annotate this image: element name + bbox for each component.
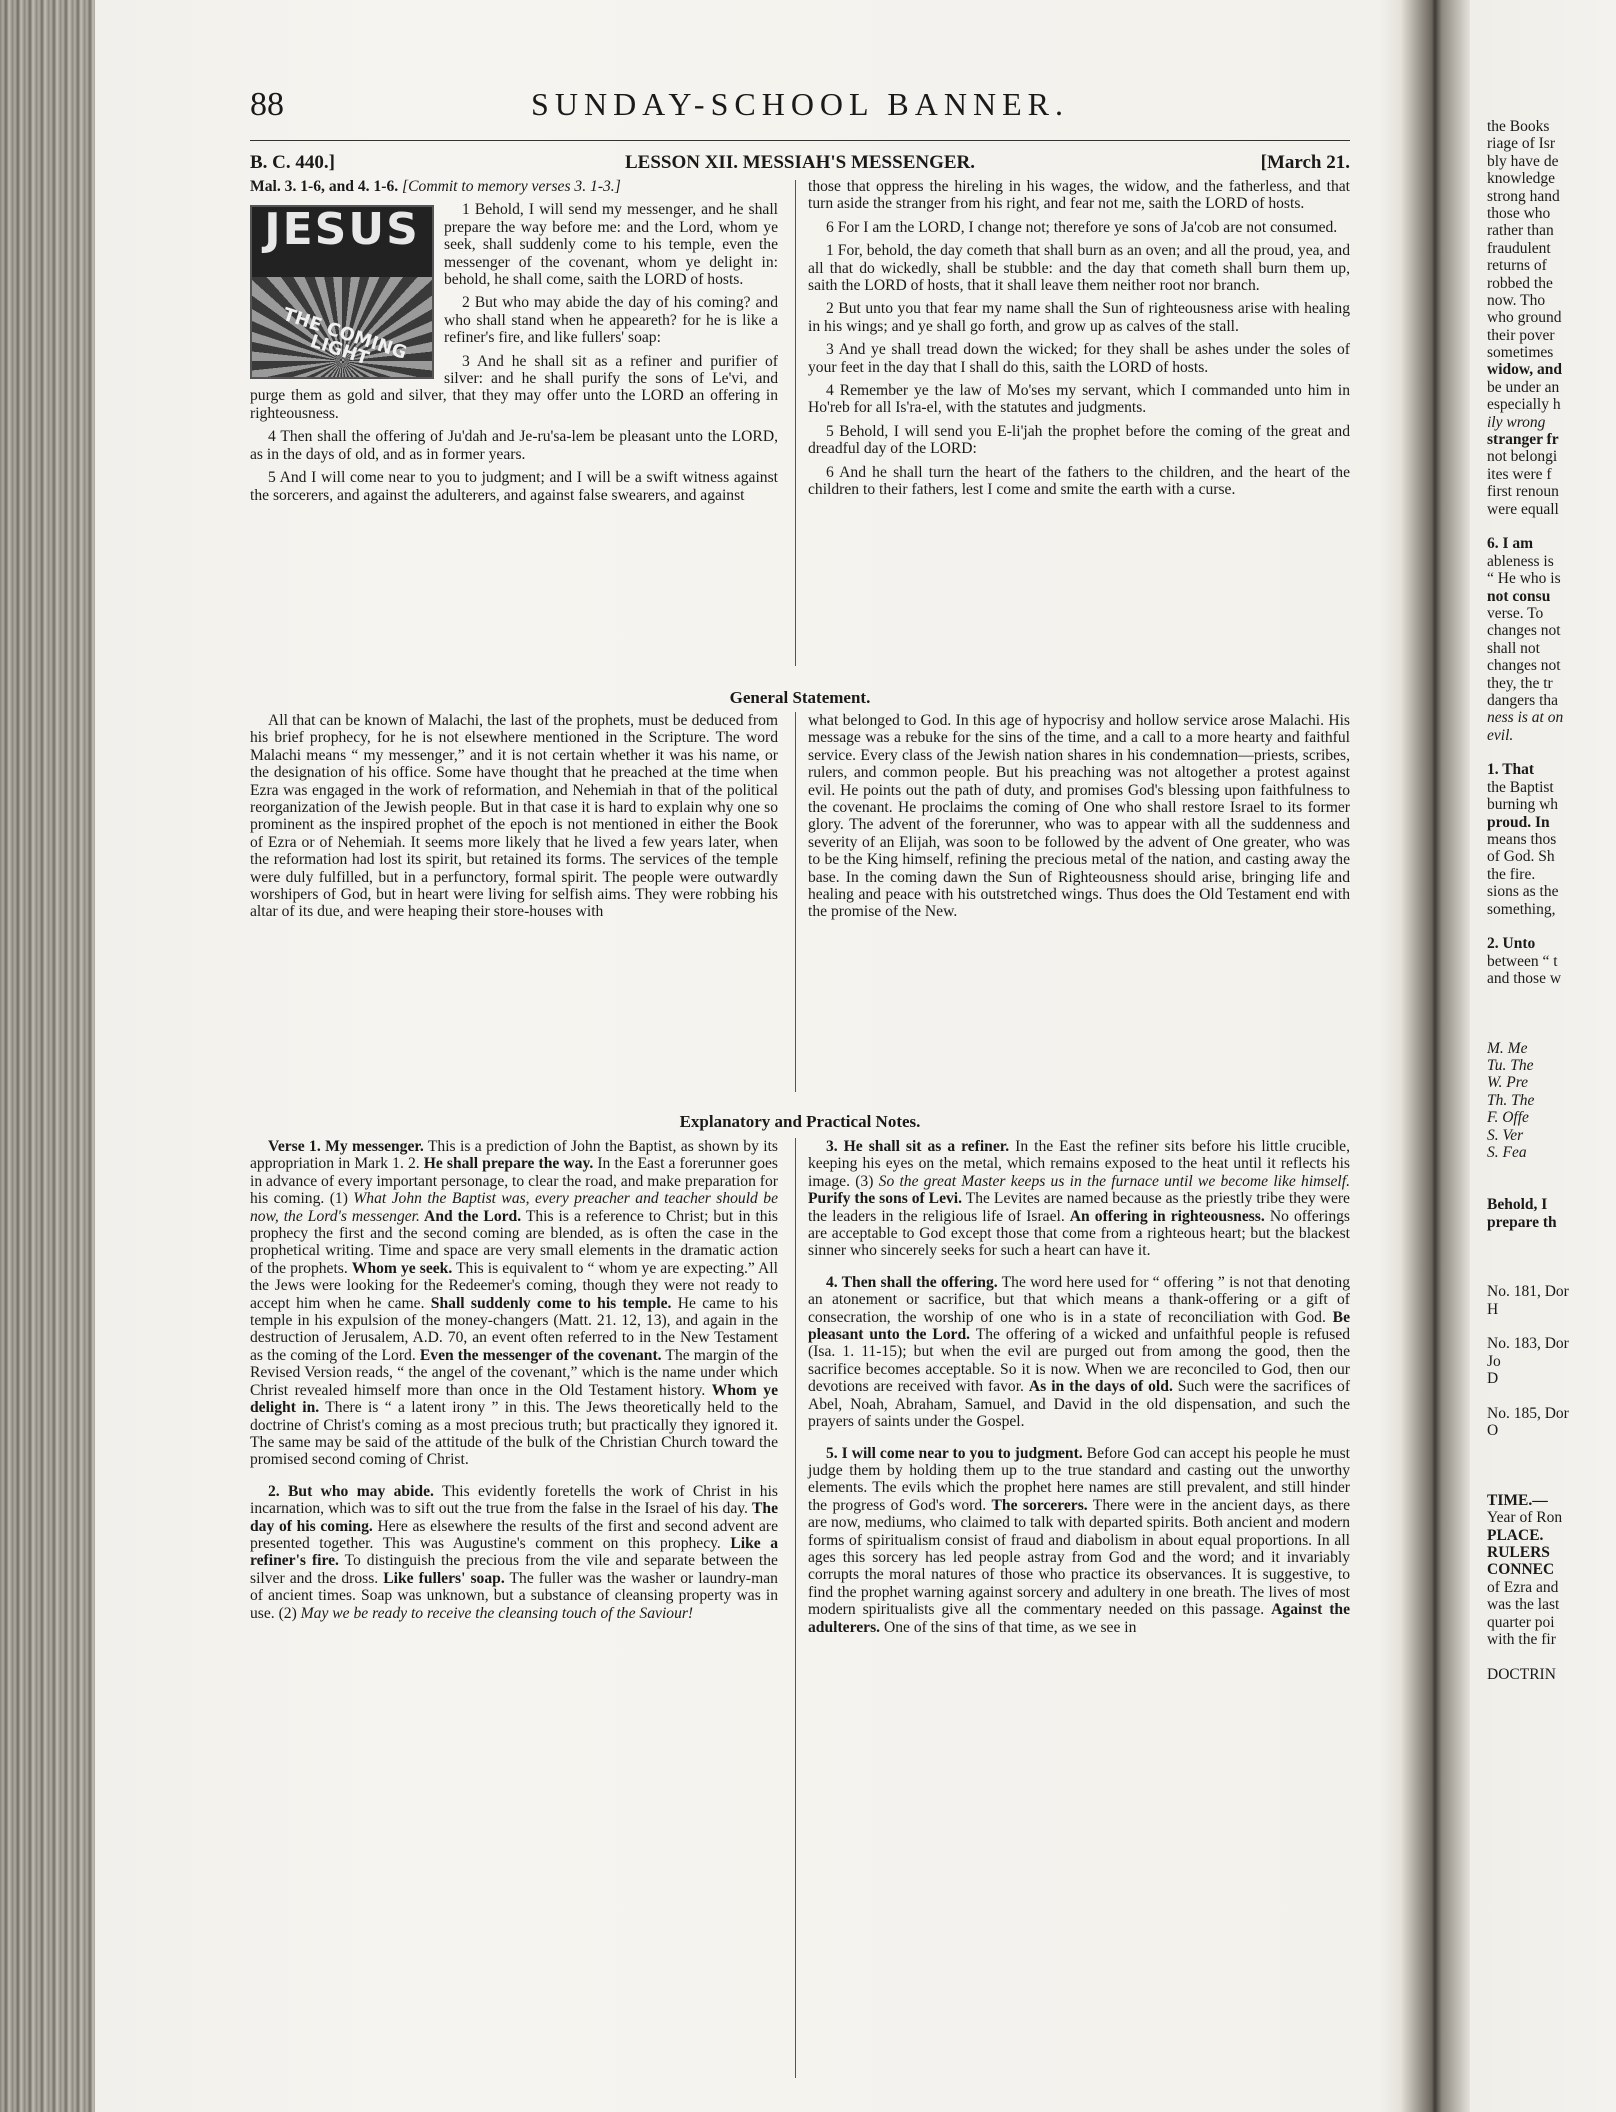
facing-line <box>1487 1440 1616 1457</box>
facing-line: F. Offe <box>1487 1109 1529 1127</box>
facing-line: 1. That <box>1487 761 1535 779</box>
note-text: This is equivalent to “ whom ye are expecting.” All the Jews were looking for the Redeemer's coming, though they were not ready to accept him when he came. <box>250 1259 778 1312</box>
note-term: Verse 1. My messenger. <box>268 1138 424 1155</box>
facing-line: evil. <box>1487 726 1514 744</box>
notes-heading: Explanatory and Practical Notes. <box>679 1112 921 1131</box>
note-term: 5. I will come near to you to judgment. <box>826 1444 1083 1462</box>
verse: 1 Behold, I will send my messenger, and he shall prepare the way before me: and the Lord, whom ye seek, shall suddenly come to his temple, even the messenger of the covenant, whom ye delight in: behold, he shall come, saith the LORD of hosts. <box>444 201 778 289</box>
facing-line: was the last <box>1487 1596 1560 1614</box>
general-statement-text-left: All that can be known of Malachi, the last of the prophets, must be deduced from his brief prophecy, for he is not elsewhere mentioned in the Scripture. The word Malachi means “ my messenger,” and it is not certain whether it was his name, or the designation of his office. Some have thought that he preached at the time when Ezra was engaged in the work of reformation, and Nehemiah in that of the political reorganization of the Jewish people. But in that case it is hard to explain why one so prominent as the inspired prophet of the epoch is not mentioned in either the Book of Ezra or of Nehemiah. It seems more likely that he lived a few years later, when the reformation had lost its spirit, but retained its forms. The services of the temple were duly fulfilled, but in a perfunctory, formal spirit. The people were outwardly worshipers of God, but in heart were living for selfish aims. They were robbing his altar of its due, and were heaping their store-houses with <box>250 712 778 921</box>
facing-line: were equall <box>1487 500 1559 518</box>
facing-line: DOCTRIN <box>1487 1665 1556 1683</box>
facing-line <box>1487 1248 1616 1265</box>
general-statement-left <box>250 712 778 927</box>
verse: 2 But unto you that fear my name shall the Sun of righteousness arise with healing in his wings; and ye shall go forth, and grow up as calves of the stall. <box>808 300 1350 335</box>
facing-line: stranger fr <box>1487 431 1559 449</box>
facing-line: W. Pre <box>1487 1074 1529 1092</box>
facing-line: of Ezra and <box>1487 1578 1559 1596</box>
note-term: As in the days of old. <box>1028 1378 1173 1396</box>
facing-line: not consu <box>1487 587 1551 605</box>
facing-line <box>1487 1005 1616 1022</box>
note-verse-4 <box>808 1274 1350 1431</box>
facing-line <box>1487 1388 1616 1405</box>
facing-line <box>1487 918 1616 935</box>
facing-line: quarter poi <box>1487 1613 1555 1631</box>
facing-line: Jo <box>1487 1352 1501 1370</box>
facing-line: “ He who is <box>1487 570 1561 588</box>
lesson-date: [March 21. <box>1260 152 1350 173</box>
facing-line: between “ t <box>1487 952 1558 970</box>
column-divider <box>795 180 796 666</box>
facing-line: S. Fea <box>1487 1144 1527 1162</box>
note-text: Here as elsewhere the results of the first and second advent are presented together. This was Augustine's comment on this prophecy. <box>250 1517 778 1552</box>
facing-line: robbed the <box>1487 274 1553 292</box>
facing-line <box>1487 988 1616 1005</box>
note-term: The sorcerers. <box>991 1496 1088 1514</box>
facing-line: who ground <box>1487 309 1562 327</box>
memory-verses: [Commit to memory verses 3. 1-3.] <box>402 178 621 195</box>
note-text: The word here used for “ offering ” is not that denoting an atonement or sacrifice, but that which means a thank-offering or a gift of consecration, the worship of one who is in a state of reconciliation with God. <box>808 1273 1351 1326</box>
note-lesson: So the great Master keeps us in the furnace until we become like himself. <box>878 1172 1350 1190</box>
verse: 3 And ye shall tread down the wicked; for they shall be ashes under the soles of your feet in the day that I shall do this, saith the LORD of hosts. <box>808 341 1350 376</box>
facing-line <box>1487 1648 1616 1665</box>
facing-line <box>1487 1457 1616 1474</box>
note-text: There is “ a latent irony ” in this. The Jews theoretically held to the doctrine of Christ's coming as a most precious truth; but practically they ignored it. The same may be said of the attitude of the bulk of the Christian Church toward the promised second coming of Christ. <box>250 1399 778 1469</box>
note-text: One of the sins of that time, as we see in <box>880 1618 1137 1636</box>
facing-line <box>1487 1266 1616 1283</box>
note-term: And the Lord. <box>419 1207 522 1225</box>
note-text: To distinguish the precious from the vile and separate between the silver and the dross. <box>250 1552 778 1587</box>
jesus-coming-light-image <box>250 205 434 379</box>
image-word-jesus: JESUS <box>264 205 420 256</box>
verse: 4 Remember ye the law of Mo'ses my servant, which I commanded unto him in Ho'reb for all Is'ra-el, with the statutes and judgments. <box>808 382 1350 417</box>
facing-line: 2. Unto <box>1487 935 1536 953</box>
facing-line: their pover <box>1487 326 1555 344</box>
book-spine <box>0 0 95 2112</box>
facing-line: sometimes <box>1487 344 1554 362</box>
header-rule <box>250 140 1350 141</box>
general-statement-text-right: what belonged to God. In this age of hypocrisy and hollow service arose Malachi. His message was a rebuke for the sins of the time, and a call to a more hearty and faithful service. Every class of the Jewish nation shares in his condemnation—priests, scribes, rulers, and common people. But his preaching was not altogether a protest against evil. He points out the path of duty, and promises God's blessing upon faithfulness to the covenant. He proclaims the coming of One who shall restore Israel to its former glory. The advent of the forerunner, who was to appear with all the suddenness and severity of an Elijah, was soon to be followed by the advent of One greater, who was to be the King himself, refining the precious metal of the nation, and casting away the base. In the coming dawn the Sun of Righteousness should arise, bringing life and healing and peace with his outstretched wings. Thus does the Old Testament end with the promise of the New. <box>808 712 1350 921</box>
facing-line: RULERS <box>1487 1544 1550 1562</box>
note-text: This evidently foretells the work of Christ in his incarnation, which was to sift out the true from the false in the Israel of his day. <box>250 1482 778 1518</box>
facing-line: No. 181, Dor <box>1487 1283 1569 1301</box>
facing-line: TIME.— <box>1487 1491 1548 1509</box>
facing-line: Th. The <box>1487 1091 1535 1109</box>
note-term: 4. Then shall the offering. <box>826 1273 998 1291</box>
facing-line <box>1487 1474 1616 1491</box>
verse: 6 For I am the LORD, I change not; therefore ye sons of Ja'cob are not consumed. <box>826 218 1338 236</box>
note-term: Against the adulterers. <box>808 1601 1350 1636</box>
facing-line: No. 185, Dor <box>1487 1404 1569 1422</box>
image-word-coming-light: THE COMING LIGHT <box>280 304 410 371</box>
facing-line: the fire. <box>1487 865 1536 883</box>
facing-line: means thos <box>1487 831 1557 849</box>
general-statement-heading: General Statement. <box>729 688 871 707</box>
note-verse-3 <box>808 1138 1350 1260</box>
facing-line <box>1487 1022 1616 1039</box>
scripture-column-right <box>808 178 1350 505</box>
facing-line: not belongi <box>1487 448 1558 466</box>
general-statement-right <box>808 712 1350 927</box>
facing-line: proud. In <box>1487 813 1550 831</box>
note-term: 3. He shall sit as a refiner. <box>826 1138 1010 1155</box>
facing-line: S. Ver <box>1487 1126 1524 1144</box>
facing-line <box>1487 744 1616 761</box>
facing-line: fraudulent <box>1487 239 1551 257</box>
facing-line: D <box>1487 1370 1499 1388</box>
note-text: Before God can accept his people he must judge them by holding them up to the true standard and casting out the unworthy elements. The evils which the prophet here names are still prevalent, and still hinder the progress of God's word. <box>808 1444 1351 1514</box>
facing-line: burning wh <box>1487 796 1559 814</box>
note-term: An offering in righteousness. <box>1069 1207 1265 1225</box>
facing-line: first renoun <box>1487 483 1559 501</box>
verse: 5 And I will come near to you to judgment; and I will be a swift witness against the sorcerers, and against the adulterers, and against false swearers, and against <box>250 469 778 504</box>
facing-line: changes not <box>1487 657 1561 675</box>
facing-line: shall not <box>1487 639 1540 657</box>
facing-line <box>1487 518 1616 535</box>
note-term: Be pleasant unto the Lord. <box>808 1308 1350 1344</box>
page-title: SUNDAY-SCHOOL BANNER. <box>531 86 1069 122</box>
facing-line: No. 183, Dor <box>1487 1335 1569 1353</box>
facing-line: prepare th <box>1487 1213 1557 1231</box>
facing-line: bly have de <box>1487 152 1559 170</box>
note-text: The offering of a wicked and unfaithful people is refused (Isa. 1. 11-15); but when the evil are purged out from among the good, then the sacrifice becomes acceptable. So it is now. When we are reconciled to God, then our devotions are received with favor. <box>808 1326 1350 1396</box>
note-verse-1 <box>250 1138 778 1469</box>
note-term: Whom ye seek. <box>351 1259 453 1277</box>
facing-line: O <box>1487 1422 1499 1440</box>
lesson-title: LESSON XII. MESSIAH'S MESSENGER. <box>624 152 976 173</box>
facing-line: something, <box>1487 900 1556 918</box>
facing-line: strong hand <box>1487 187 1560 205</box>
verse: 1 For, behold, the day cometh that shall burn as an oven; and all the proud, yea, and all that do wickedly, shall be stubble: and the day that cometh shall burn them up, saith the LORD of hosts, that it shall leave them neither root nor branch. <box>808 242 1350 295</box>
note-term: Whom ye delight in. <box>250 1381 778 1417</box>
scripture-column-left <box>250 178 778 510</box>
note-text: He came to his temple in his expulsion of the money-changers (Matt. 21. 12, 13), and again in the destruction of Jerusalem, A.D. 70, an event often referred to in the New Testament as the coming of the Lord. <box>250 1294 779 1364</box>
verse: 5 Behold, I will send you E-li'jah the prophet before the coming of the great and dreadful day of the LORD: <box>808 422 1350 458</box>
note-text: There were in the ancient days, as there are now, mediums, who claimed to talk with departed spirits. Both ancient and modern forms of spiritualism consist of fraud and diabolism in about equal proportions. In all ages this sorcery has led people astray from God and the word; and it invariably corrupts the moral natures of those who practice its observances. It is suggestive, to find the prophet warning against sorcery and adultery in one breath. The lives of most modern spiritualists give all the commentary needed on this passage. <box>808 1496 1350 1619</box>
note-text: This is a reference to Christ; but in this prophecy the first and the second coming are blended, as is often the case in the prophetical writing. Time and space are very small elements in the dramatic action of the prophets. <box>250 1207 778 1277</box>
facing-line: the Baptist <box>1487 778 1554 796</box>
verse: 4 Then shall the offering of Ju'dah and Je-ru'sa-lem be pleasant unto the LORD, as in the days of old, and as in former years. <box>250 428 778 463</box>
verse: 2 But who may abide the day of his coming? and who shall stand when he appeareth? for he is like a refiner's fire, and like fullers' soap: <box>444 294 778 347</box>
note-text: In the East the refiner sits before his little crucible, keeping his eyes on the metal, which remains exposed to the heat until it reflects his image. (3) <box>808 1138 1350 1190</box>
note-term: The day of his coming. <box>250 1500 778 1535</box>
facing-line: widow, and <box>1487 361 1562 379</box>
page-number: 88 <box>250 86 284 123</box>
facing-line: changes not <box>1487 622 1561 640</box>
verse: 3 And he shall sit as a refiner and purifier of silver: and he shall purify the sons of Le'vi, and purge them as gold and silver, that they may offer unto the LORD an offering in righteousness. <box>250 352 778 422</box>
facing-line: Tu. The <box>1487 1057 1534 1075</box>
note-text: The margin of the Revised Version reads, “ the angel of the covenant,” which is the name under which Christ revealed himself more than once in the Old Testament history. <box>250 1346 779 1399</box>
note-lesson: May we be ready to receive the cleansing touch of the Saviour! <box>300 1604 694 1622</box>
facing-line: ness is at on <box>1487 709 1564 727</box>
note-term: Like fullers' soap. <box>383 1569 505 1587</box>
note-text: This is a prediction of John the Baptist, as shown by its appropriation in Mark 1. 2. <box>250 1138 778 1173</box>
facing-line: be under an <box>1487 378 1560 396</box>
verse: those that oppress the hireling in his wages, the widow, and the fatherless, and that turn aside the stranger from his right, and fear not me, saith the LORD of hosts. <box>808 178 1350 213</box>
column-divider <box>795 1138 796 2078</box>
lesson-reference-line <box>250 178 778 195</box>
facing-line: riage of Isr <box>1487 135 1555 153</box>
facing-line: those who <box>1487 204 1551 222</box>
facing-line: Behold, I <box>1487 1196 1548 1214</box>
facing-line: M. Me <box>1487 1039 1528 1057</box>
facing-line: sions as the <box>1487 883 1559 901</box>
facing-line: now. Tho <box>1487 291 1546 309</box>
facing-line: and those w <box>1487 970 1562 988</box>
note-term: Like a refiner's fire. <box>250 1534 778 1570</box>
facing-line <box>1487 1179 1616 1196</box>
page-header <box>250 86 1350 132</box>
facing-line: 6. I am <box>1487 535 1534 553</box>
facing-line: knowledge <box>1487 170 1556 188</box>
note-term: 2. But who may abide. <box>268 1482 434 1500</box>
lesson-date-ref: B. C. 440.] <box>250 152 335 173</box>
note-term: He shall prepare the way. <box>423 1155 594 1173</box>
lesson-reference: Mal. 3. 1-6, and 4. 1-6. <box>250 178 399 195</box>
facing-line: with the fir <box>1487 1630 1556 1648</box>
facing-line: of God. Sh <box>1487 848 1555 866</box>
note-verse-5 <box>808 1445 1350 1636</box>
facing-line: verse. To <box>1487 604 1544 622</box>
verse: 6 And he shall turn the heart of the fathers to the children, and the heart of the children to their fathers, lest I come and smite the earth with a curse. <box>808 463 1350 499</box>
facing-line: ily wrong <box>1487 413 1546 431</box>
notes-column-left <box>250 1138 778 1628</box>
note-term: Purify the sons of Levi. <box>808 1190 963 1208</box>
note-text: In the East a forerunner goes in advance of every important personage, to clear the road, and make preparation for his coming. (1) <box>250 1155 778 1208</box>
note-text: The Levites are named because as the priestly tribe they were the leaders in the religious life of Israel. <box>808 1190 1350 1225</box>
facing-line: PLACE. <box>1487 1526 1544 1544</box>
facing-line <box>1487 1318 1616 1335</box>
facing-line: Year of Ron <box>1487 1509 1563 1527</box>
facing-line: dangers tha <box>1487 691 1559 709</box>
facing-line: rather than <box>1487 222 1554 240</box>
notes-column-right <box>808 1138 1350 1642</box>
note-lesson: What John the Baptist was, every preacher and teacher should be now, the Lord's messenger. <box>250 1190 778 1225</box>
note-text: The fuller was the washer or laundry-man of ancient times. Soap was unknown, but a substance of cleansing property was in use. (2) <box>250 1569 778 1622</box>
column-divider <box>795 712 796 1092</box>
facing-line: ableness is <box>1487 552 1554 570</box>
facing-line: especially h <box>1487 396 1561 414</box>
facing-page-fragment <box>1487 118 1616 1683</box>
note-text: Such were the sacrifices of Abel, Noah, Abraham, Samuel, and David in the old dispensation, and such the prayers of saints under the Gospel. <box>808 1378 1351 1431</box>
facing-line: they, the tr <box>1487 674 1553 692</box>
facing-line: H <box>1487 1300 1499 1318</box>
facing-line: ites were f <box>1487 465 1552 483</box>
note-term: Shall suddenly come to his temple. <box>430 1294 672 1312</box>
facing-line: CONNEC <box>1487 1561 1555 1579</box>
note-verse-2 <box>250 1483 778 1622</box>
note-text: No offerings are acceptable to God except those that come from a righteous heart; but the blackest sinner who sincerely seeks for such a heart can have it. <box>808 1207 1350 1260</box>
page-gutter <box>1400 0 1470 2112</box>
facing-line <box>1487 1231 1616 1248</box>
facing-line: returns of <box>1487 257 1547 275</box>
note-term: Even the messenger of the covenant. <box>419 1346 662 1364</box>
facing-line: the Books <box>1487 118 1550 135</box>
facing-line <box>1487 1161 1616 1178</box>
